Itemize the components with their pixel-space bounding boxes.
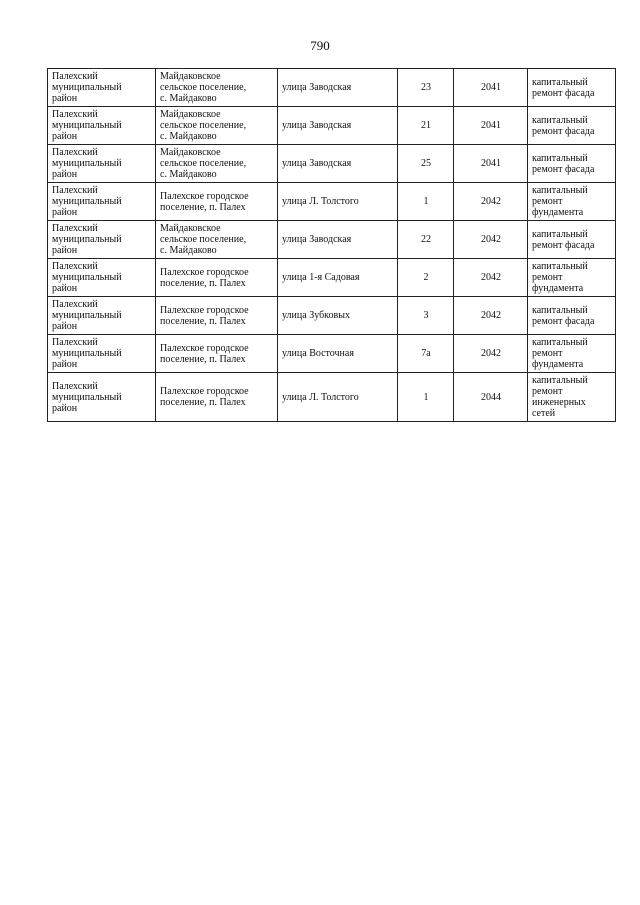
district-cell: Палехский муниципальный район <box>48 183 156 221</box>
settlement-cell: Палехское городское поселение, п. Палех <box>156 373 278 422</box>
street-cell: улица Заводская <box>278 221 398 259</box>
year-cell: 2042 <box>454 221 528 259</box>
page-number: 790 <box>310 38 330 53</box>
street-cell: улица Заводская <box>278 145 398 183</box>
year-cell: 2041 <box>454 145 528 183</box>
year-cell: 2041 <box>454 107 528 145</box>
work-type-cell: капитальный ремонт фундамента <box>528 335 616 373</box>
table-row <box>48 335 616 373</box>
work-type-cell: капитальный ремонт фасада <box>528 221 616 259</box>
house-number-cell: 22 <box>398 221 454 259</box>
street-cell: улица Заводская <box>278 107 398 145</box>
year-cell: 2042 <box>454 259 528 297</box>
table-row <box>48 373 616 422</box>
settlement-cell: Майдаковское сельское поселение, с. Майдаково <box>156 145 278 183</box>
house-number-cell: 3 <box>398 297 454 335</box>
table-row <box>48 107 616 145</box>
district-cell: Палехский муниципальный район <box>48 145 156 183</box>
settlement-cell: Майдаковское сельское поселение, с. Майдаково <box>156 69 278 107</box>
settlement-cell: Палехское городское поселение, п. Палех <box>156 183 278 221</box>
table-row <box>48 297 616 335</box>
work-type-cell: капитальный ремонт инженерных сетей <box>528 373 616 422</box>
house-number-cell: 7а <box>398 335 454 373</box>
house-number-cell: 21 <box>398 107 454 145</box>
house-number-cell: 23 <box>398 69 454 107</box>
repair-schedule-table <box>47 68 616 422</box>
house-number-cell: 1 <box>398 373 454 422</box>
district-cell: Палехский муниципальный район <box>48 107 156 145</box>
year-cell: 2041 <box>454 69 528 107</box>
work-type-cell: капитальный ремонт фасада <box>528 297 616 335</box>
year-cell: 2042 <box>454 297 528 335</box>
street-cell: улица Л. Толстого <box>278 183 398 221</box>
table-row <box>48 145 616 183</box>
work-type-cell: капитальный ремонт фасада <box>528 145 616 183</box>
district-cell: Палехский муниципальный район <box>48 297 156 335</box>
work-type-cell: капитальный ремонт фасада <box>528 69 616 107</box>
house-number-cell: 1 <box>398 183 454 221</box>
table-row <box>48 69 616 107</box>
work-type-cell: капитальный ремонт фундамента <box>528 183 616 221</box>
district-cell: Палехский муниципальный район <box>48 221 156 259</box>
settlement-cell: Майдаковское сельское поселение, с. Майдаково <box>156 221 278 259</box>
work-type-cell: капитальный ремонт фундамента <box>528 259 616 297</box>
district-cell: Палехский муниципальный район <box>48 335 156 373</box>
table-row <box>48 183 616 221</box>
settlement-cell: Майдаковское сельское поселение, с. Майдаково <box>156 107 278 145</box>
district-cell: Палехский муниципальный район <box>48 373 156 422</box>
table-row <box>48 259 616 297</box>
street-cell: улица Заводская <box>278 69 398 107</box>
house-number-cell: 25 <box>398 145 454 183</box>
street-cell: улица 1-я Садовая <box>278 259 398 297</box>
year-cell: 2044 <box>454 373 528 422</box>
year-cell: 2042 <box>454 183 528 221</box>
street-cell: улица Зубковых <box>278 297 398 335</box>
district-cell: Палехский муниципальный район <box>48 259 156 297</box>
house-number-cell: 2 <box>398 259 454 297</box>
settlement-cell: Палехское городское поселение, п. Палех <box>156 335 278 373</box>
year-cell: 2042 <box>454 335 528 373</box>
settlement-cell: Палехское городское поселение, п. Палех <box>156 297 278 335</box>
settlement-cell: Палехское городское поселение, п. Палех <box>156 259 278 297</box>
work-type-cell: капитальный ремонт фасада <box>528 107 616 145</box>
table-row <box>48 221 616 259</box>
street-cell: улица Л. Толстого <box>278 373 398 422</box>
district-cell: Палехский муниципальный район <box>48 69 156 107</box>
table-body <box>48 69 616 422</box>
street-cell: улица Восточная <box>278 335 398 373</box>
